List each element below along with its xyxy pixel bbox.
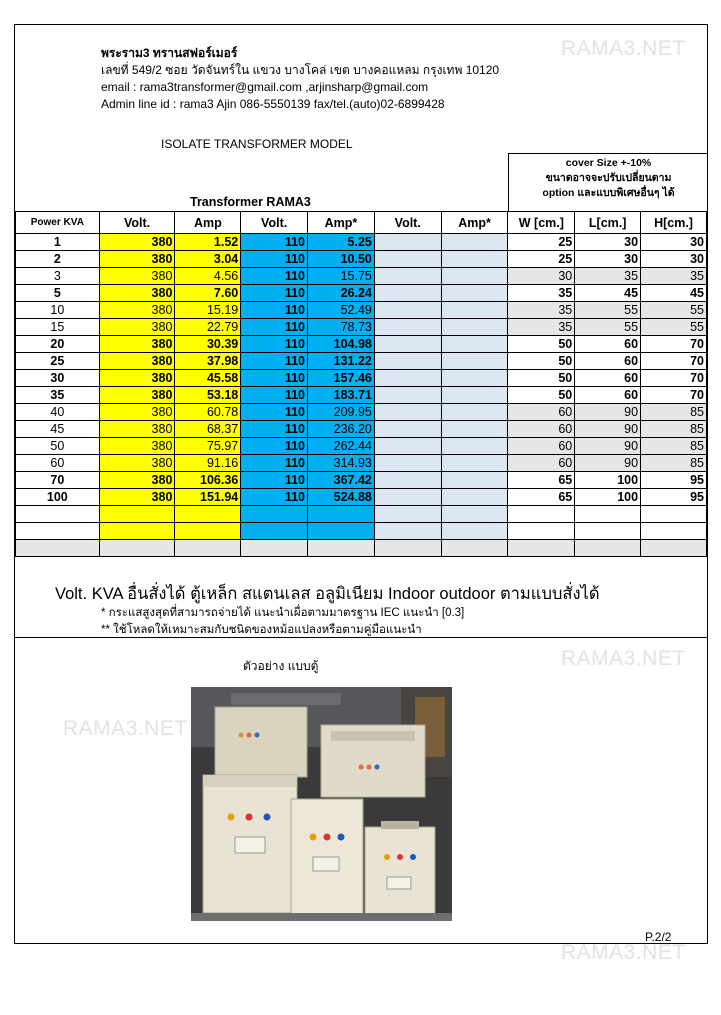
empty-cell xyxy=(241,523,308,540)
cover-size-line2: ขนาดอาจจะปรับเปลี่ยนตาม xyxy=(545,172,672,184)
cell-amp-option xyxy=(441,387,508,404)
cell-volt-primary: 380 xyxy=(99,234,175,251)
cell-power-kva: 50 xyxy=(16,438,100,455)
cell-amp-primary: 75.97 xyxy=(175,438,241,455)
cell-amp-primary: 60.78 xyxy=(175,404,241,421)
cell-length: 60 xyxy=(575,336,641,353)
cell-height: 95 xyxy=(641,472,707,489)
cover-size-line1: cover Size +-10% xyxy=(565,157,652,169)
cell-amp-primary: 68.37 xyxy=(175,421,241,438)
cell-amp-option xyxy=(441,353,508,370)
table-row xyxy=(16,234,707,251)
cell-volt-secondary: 110 xyxy=(241,387,308,404)
cell-height: 85 xyxy=(641,421,707,438)
sample-label: ตัวอย่าง แบบตู้ xyxy=(243,659,319,673)
cell-amp-secondary: 236.20 xyxy=(308,421,375,438)
empty-cell xyxy=(441,540,508,557)
cell-power-kva: 20 xyxy=(16,336,100,353)
cell-volt-primary: 380 xyxy=(99,489,175,506)
cell-power-kva: 2 xyxy=(16,251,100,268)
cell-amp-option xyxy=(441,234,508,251)
empty-cell xyxy=(241,540,308,557)
model-title: ISOLATE TRANSFORMER MODEL xyxy=(161,137,353,151)
table-row xyxy=(16,489,707,506)
company-name: พระราม3 ทรานสฟอร์เมอร์ xyxy=(101,46,238,60)
cell-height: 30 xyxy=(641,234,707,251)
cell-width: 60 xyxy=(508,421,575,438)
cell-amp-primary: 91.16 xyxy=(175,455,241,472)
cell-volt-primary: 380 xyxy=(99,455,175,472)
cell-volt-primary: 380 xyxy=(99,336,175,353)
empty-cell xyxy=(641,523,707,540)
col-volt-primary: Volt. xyxy=(99,212,175,234)
company-contact: Admin line id : rama3 Ajin 086-5550139 fax/tel.(auto)02-6899428 xyxy=(101,97,445,111)
cell-power-kva: 40 xyxy=(16,404,100,421)
footer-note: Volt. KVA อื่นสั่งได้ ตู้เหล็ก สแตนเลส อลูมิเนียม Indoor outdoor ตามแบบสั่งได้ xyxy=(55,585,600,603)
empty-cell xyxy=(441,506,508,523)
cell-height: 70 xyxy=(641,387,707,404)
cell-volt-option xyxy=(374,285,441,302)
cell-height: 95 xyxy=(641,489,707,506)
cell-amp-option xyxy=(441,472,508,489)
company-email: email : rama3transformer@gmail.com ,arjinsharp@gmail.com xyxy=(101,80,429,94)
cell-volt-option xyxy=(374,268,441,285)
cell-volt-secondary: 110 xyxy=(241,455,308,472)
table-row xyxy=(16,370,707,387)
cell-amp-primary: 151.94 xyxy=(175,489,241,506)
footnotes xyxy=(101,605,464,639)
cell-amp-option xyxy=(441,489,508,506)
empty-cell xyxy=(308,523,375,540)
cell-width: 35 xyxy=(508,285,575,302)
cell-volt-secondary: 110 xyxy=(241,234,308,251)
cell-volt-primary: 380 xyxy=(99,268,175,285)
cell-volt-primary: 380 xyxy=(99,370,175,387)
cell-volt-primary: 380 xyxy=(99,421,175,438)
col-volt-option: Volt. xyxy=(374,212,441,234)
cell-length: 30 xyxy=(575,234,641,251)
cell-width: 50 xyxy=(508,370,575,387)
cell-amp-option xyxy=(441,302,508,319)
table-row xyxy=(16,404,707,421)
divider xyxy=(15,637,707,638)
empty-cell xyxy=(99,523,175,540)
cell-amp-secondary: 104.98 xyxy=(308,336,375,353)
table-row xyxy=(16,438,707,455)
cell-height: 55 xyxy=(641,319,707,336)
empty-cell xyxy=(16,523,100,540)
cell-volt-option xyxy=(374,302,441,319)
empty-cell xyxy=(441,523,508,540)
cell-amp-option xyxy=(441,336,508,353)
transformer-name: Transformer RAMA3 xyxy=(190,195,311,209)
cell-volt-option xyxy=(374,438,441,455)
table-row xyxy=(16,268,707,285)
cell-height: 70 xyxy=(641,336,707,353)
empty-cell xyxy=(99,540,175,557)
cell-power-kva: 5 xyxy=(16,285,100,302)
cell-volt-option xyxy=(374,387,441,404)
watermark-bottom: RAMA3.NET xyxy=(561,941,686,964)
table-header-row xyxy=(16,212,707,234)
empty-cell xyxy=(175,540,241,557)
cell-length: 90 xyxy=(575,404,641,421)
cell-volt-option xyxy=(374,472,441,489)
table-row xyxy=(16,336,707,353)
cell-volt-primary: 380 xyxy=(99,438,175,455)
cell-volt-option xyxy=(374,404,441,421)
col-width: W [cm.] xyxy=(508,212,575,234)
cell-length: 55 xyxy=(575,302,641,319)
table-row xyxy=(16,319,707,336)
cell-volt-primary: 380 xyxy=(99,302,175,319)
cell-volt-secondary: 110 xyxy=(241,472,308,489)
empty-cell xyxy=(641,506,707,523)
table-row xyxy=(16,421,707,438)
table-row xyxy=(16,251,707,268)
page-number: P.2/2 xyxy=(645,930,672,944)
cell-amp-secondary: 78.73 xyxy=(308,319,375,336)
cell-amp-secondary: 157.46 xyxy=(308,370,375,387)
cell-amp-option xyxy=(441,251,508,268)
cell-amp-primary: 4.56 xyxy=(175,268,241,285)
cell-amp-primary: 7.60 xyxy=(175,285,241,302)
cell-power-kva: 100 xyxy=(16,489,100,506)
cell-amp-secondary: 524.88 xyxy=(308,489,375,506)
empty-cell xyxy=(175,523,241,540)
cell-amp-primary: 53.18 xyxy=(175,387,241,404)
company-header xyxy=(101,45,499,113)
cell-volt-secondary: 110 xyxy=(241,285,308,302)
cell-amp-secondary: 10.50 xyxy=(308,251,375,268)
cell-volt-secondary: 110 xyxy=(241,336,308,353)
cell-volt-option xyxy=(374,489,441,506)
cell-amp-option xyxy=(441,455,508,472)
cell-volt-secondary: 110 xyxy=(241,319,308,336)
empty-cell xyxy=(374,540,441,557)
empty-row xyxy=(16,523,707,540)
cell-amp-secondary: 367.42 xyxy=(308,472,375,489)
col-height: H[cm.] xyxy=(641,212,707,234)
empty-cell xyxy=(508,523,575,540)
cell-height: 85 xyxy=(641,438,707,455)
cell-length: 60 xyxy=(575,387,641,404)
cell-width: 50 xyxy=(508,387,575,404)
cell-amp-primary: 45.58 xyxy=(175,370,241,387)
empty-row xyxy=(16,506,707,523)
col-power-kva: Power KVA xyxy=(16,212,100,234)
cell-volt-option xyxy=(374,336,441,353)
col-amp-secondary: Amp* xyxy=(308,212,375,234)
cell-width: 60 xyxy=(508,455,575,472)
empty-cell xyxy=(575,506,641,523)
cell-volt-secondary: 110 xyxy=(241,370,308,387)
cell-length: 60 xyxy=(575,370,641,387)
empty-cell xyxy=(241,506,308,523)
empty-cell xyxy=(575,523,641,540)
cell-width: 65 xyxy=(508,472,575,489)
cell-width: 35 xyxy=(508,302,575,319)
cell-volt-secondary: 110 xyxy=(241,251,308,268)
cell-amp-option xyxy=(441,319,508,336)
watermark-middle: RAMA3.NET xyxy=(561,647,686,670)
cell-amp-secondary: 26.24 xyxy=(308,285,375,302)
empty-cell xyxy=(308,506,375,523)
empty-cell xyxy=(99,506,175,523)
cell-amp-secondary: 15.75 xyxy=(308,268,375,285)
cell-amp-option xyxy=(441,285,508,302)
watermark-top: RAMA3.NET xyxy=(561,37,686,60)
cell-height: 85 xyxy=(641,455,707,472)
cell-volt-secondary: 110 xyxy=(241,302,308,319)
cell-volt-primary: 380 xyxy=(99,472,175,489)
cell-length: 30 xyxy=(575,251,641,268)
table-row xyxy=(16,472,707,489)
cell-amp-primary: 30.39 xyxy=(175,336,241,353)
cell-height: 85 xyxy=(641,404,707,421)
cell-power-kva: 25 xyxy=(16,353,100,370)
cell-amp-primary: 3.04 xyxy=(175,251,241,268)
cell-power-kva: 45 xyxy=(16,421,100,438)
cell-amp-option xyxy=(441,404,508,421)
cell-volt-option xyxy=(374,319,441,336)
cell-power-kva: 1 xyxy=(16,234,100,251)
col-amp-option: Amp* xyxy=(441,212,508,234)
cell-length: 35 xyxy=(575,268,641,285)
cell-volt-option xyxy=(374,455,441,472)
cell-width: 35 xyxy=(508,319,575,336)
cover-size-line3: option และแบบพิเศษอื่นๆ ได้ xyxy=(542,187,675,199)
cell-width: 65 xyxy=(508,489,575,506)
cell-length: 90 xyxy=(575,455,641,472)
cell-height: 55 xyxy=(641,302,707,319)
empty-row xyxy=(16,540,707,557)
empty-cell xyxy=(16,506,100,523)
cell-volt-option xyxy=(374,234,441,251)
cell-volt-secondary: 110 xyxy=(241,268,308,285)
cell-width: 60 xyxy=(508,404,575,421)
cell-width: 30 xyxy=(508,268,575,285)
cell-height: 70 xyxy=(641,353,707,370)
note-double-star: ** ใช้โหลดให้เหมาะสมกับชนิดของหม้อแปลงหรือตามคู่มือแนะนำ xyxy=(101,624,422,636)
cell-amp-secondary: 314.93 xyxy=(308,455,375,472)
cell-volt-option xyxy=(374,370,441,387)
empty-cell xyxy=(508,540,575,557)
cell-volt-secondary: 110 xyxy=(241,353,308,370)
cell-power-kva: 3 xyxy=(16,268,100,285)
table-row xyxy=(16,353,707,370)
table-row xyxy=(16,455,707,472)
cell-power-kva: 30 xyxy=(16,370,100,387)
cell-amp-primary: 106.36 xyxy=(175,472,241,489)
cell-amp-secondary: 52.49 xyxy=(308,302,375,319)
cell-amp-secondary: 183.71 xyxy=(308,387,375,404)
cell-volt-primary: 380 xyxy=(99,285,175,302)
empty-cell xyxy=(508,506,575,523)
company-address: เลขที่ 549/2 ซอย วัดจันทร์ใน แขวง บางโคล่ เขต บางคอแหลม กรุงเทพ 10120 xyxy=(101,63,500,77)
cell-volt-option xyxy=(374,353,441,370)
empty-cell xyxy=(641,540,707,557)
empty-cell xyxy=(175,506,241,523)
cell-length: 100 xyxy=(575,472,641,489)
cell-height: 35 xyxy=(641,268,707,285)
cell-width: 25 xyxy=(508,251,575,268)
cell-height: 45 xyxy=(641,285,707,302)
cell-width: 50 xyxy=(508,353,575,370)
cell-power-kva: 10 xyxy=(16,302,100,319)
cell-length: 90 xyxy=(575,438,641,455)
table-row xyxy=(16,387,707,404)
cell-volt-primary: 380 xyxy=(99,353,175,370)
cell-length: 90 xyxy=(575,421,641,438)
cell-volt-option xyxy=(374,251,441,268)
cell-amp-option xyxy=(441,268,508,285)
cell-amp-primary: 1.52 xyxy=(175,234,241,251)
cell-width: 60 xyxy=(508,438,575,455)
col-volt-secondary: Volt. xyxy=(241,212,308,234)
cell-length: 55 xyxy=(575,319,641,336)
transformer-cabinet-photo xyxy=(191,687,452,921)
cell-amp-primary: 37.98 xyxy=(175,353,241,370)
table-row xyxy=(16,302,707,319)
cell-amp-option xyxy=(441,370,508,387)
empty-cell xyxy=(575,540,641,557)
cell-amp-secondary: 131.22 xyxy=(308,353,375,370)
cell-amp-secondary: 5.25 xyxy=(308,234,375,251)
cover-size-note xyxy=(508,153,708,211)
watermark-photo: RAMA3.NET xyxy=(63,717,188,740)
col-length: L[cm.] xyxy=(575,212,641,234)
cell-volt-primary: 380 xyxy=(99,319,175,336)
cell-amp-secondary: 209.95 xyxy=(308,404,375,421)
cell-amp-option xyxy=(441,438,508,455)
empty-cell xyxy=(374,506,441,523)
cell-volt-secondary: 110 xyxy=(241,438,308,455)
empty-cell xyxy=(308,540,375,557)
table-row xyxy=(16,285,707,302)
cell-volt-secondary: 110 xyxy=(241,489,308,506)
cell-amp-primary: 15.19 xyxy=(175,302,241,319)
empty-cell xyxy=(16,540,100,557)
cell-volt-primary: 380 xyxy=(99,387,175,404)
cell-width: 50 xyxy=(508,336,575,353)
cell-length: 100 xyxy=(575,489,641,506)
document-sheet xyxy=(14,24,708,964)
cell-volt-secondary: 110 xyxy=(241,421,308,438)
cell-height: 70 xyxy=(641,370,707,387)
cell-volt-secondary: 110 xyxy=(241,404,308,421)
cell-power-kva: 35 xyxy=(16,387,100,404)
empty-cell xyxy=(374,523,441,540)
col-amp-primary: Amp xyxy=(175,212,241,234)
cell-amp-secondary: 262.44 xyxy=(308,438,375,455)
cell-volt-primary: 380 xyxy=(99,404,175,421)
cell-amp-primary: 22.79 xyxy=(175,319,241,336)
cell-amp-option xyxy=(441,421,508,438)
cell-height: 30 xyxy=(641,251,707,268)
cell-volt-primary: 380 xyxy=(99,251,175,268)
cell-width: 25 xyxy=(508,234,575,251)
cell-length: 45 xyxy=(575,285,641,302)
cell-power-kva: 60 xyxy=(16,455,100,472)
spec-table xyxy=(15,211,707,557)
note-star: * กระแสสูงสุดที่สามารถจ่ายได้ แนะนำเผื่อตามมาตรฐาน IEC แนะนำ [0.3] xyxy=(101,607,465,619)
cell-power-kva: 70 xyxy=(16,472,100,489)
cell-power-kva: 15 xyxy=(16,319,100,336)
cell-length: 60 xyxy=(575,353,641,370)
cell-volt-option xyxy=(374,421,441,438)
